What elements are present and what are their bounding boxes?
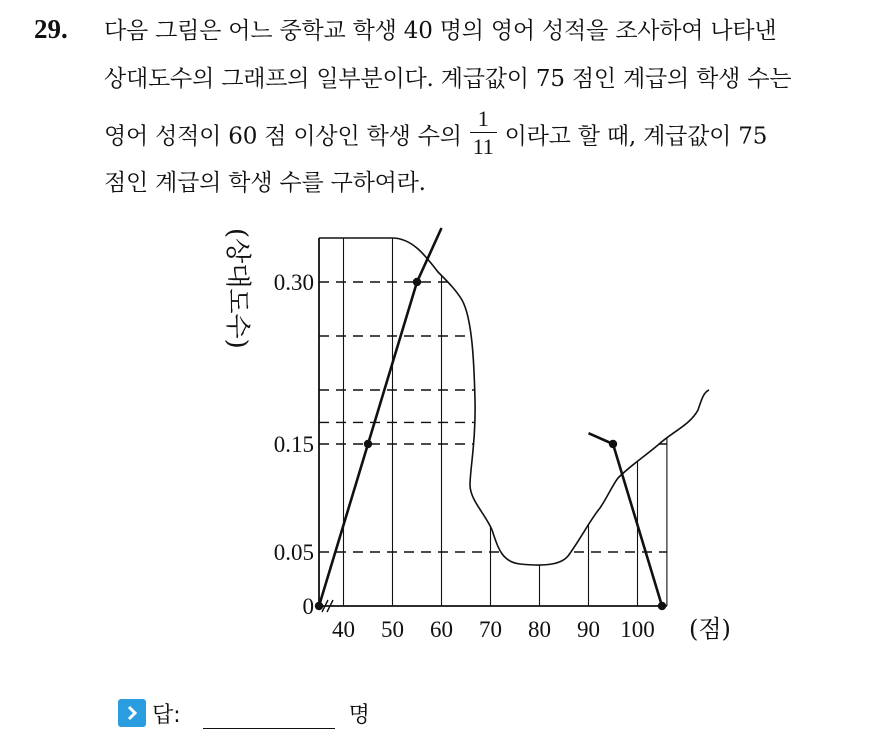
answer-input-blank[interactable] <box>203 698 335 729</box>
question-number: 29. <box>34 14 68 44</box>
data-point <box>413 278 421 286</box>
x-tick-label: 90 <box>577 617 600 642</box>
y-tick-label: 0.30 <box>273 270 314 295</box>
question-line-2: 상대도수의 그래프의 일부분이다. 계급값이 75 점인 계급의 학생 수는 <box>104 66 792 92</box>
question-line-3-before: 영어 성적이 60 점 이상인 학생 수의 <box>104 123 462 150</box>
y-axis-label: (상대도수) <box>222 228 252 349</box>
question-line-1: 다음 그림은 어느 중학교 학생 40 명의 영어 성적을 조사하여 나타낸 <box>104 18 777 44</box>
question-line-3-after: 이라고 할 때, 계급값이 75 <box>504 123 768 150</box>
y-tick-label: 0.05 <box>273 540 314 565</box>
x-tick-label: 100 <box>620 617 655 642</box>
y-tick-label: 0.15 <box>273 432 314 457</box>
answer-unit: 명 <box>348 702 370 728</box>
x-axis-label: (점) <box>689 615 731 643</box>
x-tick-label: 80 <box>528 617 551 642</box>
chevron-right-icon <box>118 699 146 727</box>
data-point <box>658 602 666 610</box>
answer-label: 답: <box>152 702 181 728</box>
data-point <box>609 440 617 448</box>
answer-row <box>118 696 370 730</box>
data-point <box>315 602 323 610</box>
x-tick-label: 40 <box>332 617 355 642</box>
x-tick-label: 50 <box>381 617 404 642</box>
data-point <box>364 440 372 448</box>
fraction-denominator: 11 <box>470 132 497 161</box>
x-tick-label: 70 <box>479 617 502 642</box>
x-tick-label: 60 <box>430 617 453 642</box>
y-tick-label: 0 <box>302 594 314 619</box>
fraction-numerator: 1 <box>477 106 489 131</box>
question-line-4: 점인 계급의 학생 수를 구하여라. <box>104 170 426 196</box>
series-line-left <box>319 228 442 606</box>
